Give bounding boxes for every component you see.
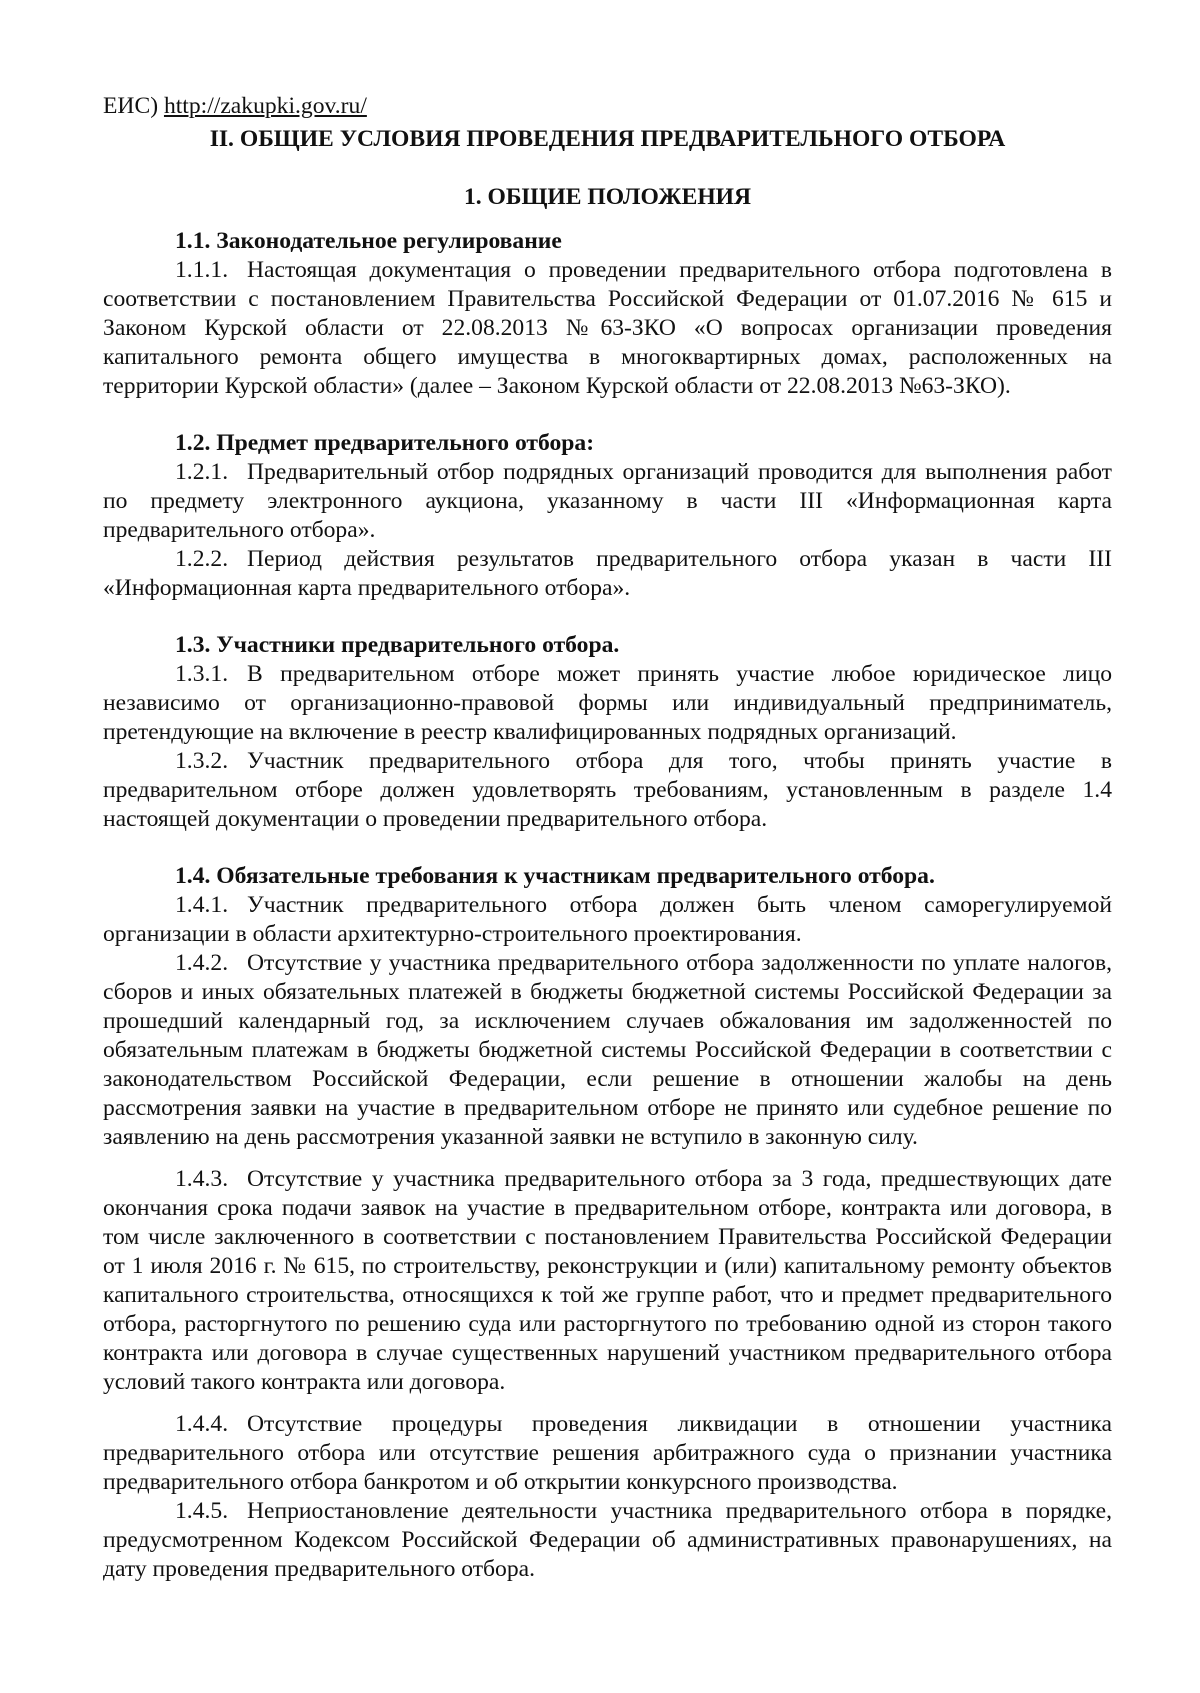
clause-paragraph [103,256,1112,401]
section-heading: 1.3. Участники предварительного отбора. [175,632,620,658]
clause-number: 1.4.4. [175,1411,229,1437]
clause-number: 1.3.1. [175,661,229,687]
section-heading: 1.4. Обязательные требования к участникам предварительного отбора. [175,863,935,889]
clause-paragraph [103,1165,1112,1397]
clause-number: 1.3.2. [175,748,229,774]
header-prefix: ЕИС) [103,93,164,119]
clause-paragraph [103,949,1112,1152]
clause-paragraph [103,545,1112,603]
header-line [103,92,1112,121]
clause-paragraph [103,660,1112,747]
clause-text: Настоящая документация о проведении предварительного отбора подготовлена в соответствии с постановлением Правительства Российской Федерации от 01.07.2016 № 615 и Законом Курской области от 22.08.2013 №63-ЗКО «О вопросах организации проведения капитального ремонта общего имущества в многоквартирных домах, расположенных на территории Курской области» (далее – Законом Курской области от 22.08.2013 №63-ЗКО). [103,257,1112,399]
part-title: II. ОБЩИЕ УСЛОВИЯ ПРОВЕДЕНИЯ ПРЕДВАРИТЕЛЬНОГО ОТБОРА [209,126,1006,152]
sections-container [103,227,1112,1584]
clause-text: Отсутствие процедуры проведения ликвидации в отношении участника предварительного отбора или отсутствие решения арбитражного суда о признании участника предварительного отбора банкротом и об открытии конкурсного производства. [103,1411,1112,1495]
clause-text: Неприостановление деятельности участника предварительного отбора в порядке, предусмотренном Кодексом Российской Федерации об административных правонарушениях, на дату проведения предварительного отбора. [103,1498,1112,1582]
section-heading: 1.1. Законодательное регулирование [175,228,562,254]
section-heading: 1.2. Предмет предварительного отбора: [175,430,595,456]
clause-paragraph [103,458,1112,545]
clause-text: Участник предварительного отбора для того, чтобы принять участие в предварительном отборе должен удовлетворять требованиям, установленным в разделе 1.4 настоящей документации о проведении предварительного отбора. [103,748,1112,832]
clause-paragraph [103,891,1112,949]
clause-number: 1.2.2. [175,546,229,572]
clause-text: Отсутствие у участника предварительного отбора задолженности по уплате налогов, сборов и иных обязательных платежей в бюджеты бюджетной системы Российской Федерации за прошедший календарный год, за исключением случаев обжалования им задолженностей по обязательным платежам в бюджеты бюджетной системы Российской Федерации в соответствии с законодательством Российской Федерации, если решение в отношении жалобы на день рассмотрения заявки на участие в предварительном отборе не принято или судебное решение по заявлению на день рассмотрения указанной заявки не вступило в законную силу. [103,950,1112,1150]
section [103,862,1112,1584]
clause-paragraph [103,747,1112,834]
clause-text: В предварительном отборе может принять участие любое юридическое лицо независимо от организационно-правовой формы или индивидуальный предприниматель, претендующие на включение в реестр квалифицированных подрядных организаций. [103,661,1112,745]
clause-text: Период действия результатов предварительного отбора указан в части III «Информационная карта предварительного отбора». [103,546,1112,601]
section [103,631,1112,834]
clause-number: 1.1.1. [175,257,229,283]
clause-text: Предварительный отбор подрядных организаций проводится для выполнения работ по предмету электронного аукциона, указанному в части III «Информационная карта предварительного отбора». [103,459,1112,543]
clause-number: 1.2.1. [175,459,229,485]
chapter-title: 1. ОБЩИЕ ПОЛОЖЕНИЯ [463,184,752,210]
clause-number: 1.4.3. [175,1166,229,1192]
clause-paragraph [103,1410,1112,1497]
section [103,429,1112,603]
zakupki-link[interactable]: http://zakupki.gov.ru/ [163,93,367,119]
clause-paragraph [103,1497,1112,1584]
clause-number: 1.4.5. [175,1498,229,1524]
clause-number: 1.4.1. [175,892,229,918]
clause-text: Участник предварительного отбора должен быть членом саморегулируемой организации в области архитектурно-строительного проектирования. [103,892,1112,947]
clause-number: 1.4.2. [175,950,229,976]
clause-text: Отсутствие у участника предварительного отбора за 3 года, предшествующих дате окончания срока подачи заявок на участие в предварительном отборе, контракта или договора, в том числе заключенного в соответствии с постановлением Правительства Российской Федерации от 1 июля 2016 г. № 615, по строительству, реконструкции и (или) капитальному ремонту объектов капитального строительства, относящихся к той же группе работ, что и предмет предварительного отбора, расторгнутого по решению суда или расторгнутого по требованию одной из сторон такого контракта или договора в случае существенных нарушений участником предварительного отбора условий такого контракта или договора. [103,1166,1112,1395]
section [103,227,1112,401]
